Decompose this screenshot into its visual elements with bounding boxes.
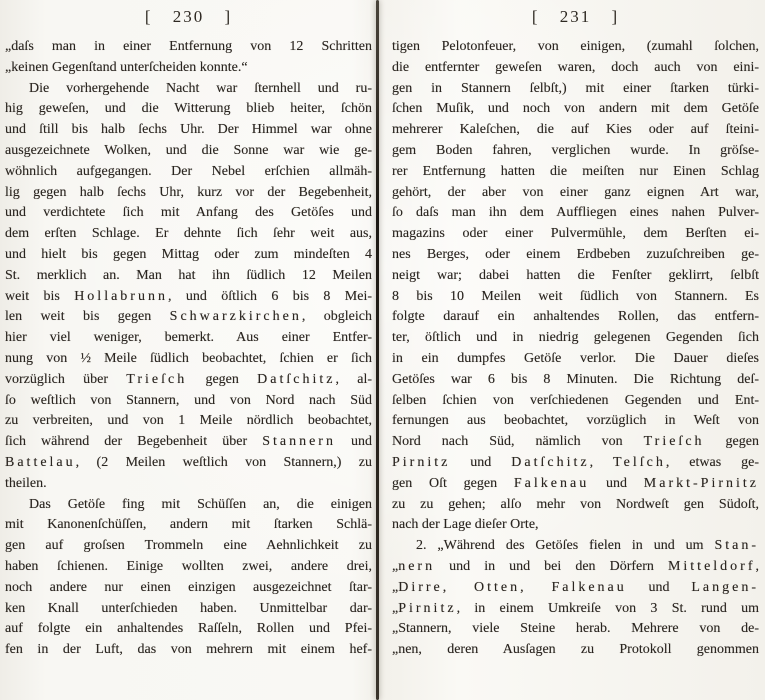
text-run: „keinen Gegenſtand unterſcheiden konnte.“	[5, 59, 248, 75]
text-run: auf folgte ein anhaltendes Raſſeln, Rollen und Pfei-	[5, 621, 372, 637]
place-name-letterspaced: Stan-	[714, 538, 759, 554]
text-line	[5, 183, 372, 204]
place-name-letterspaced: Dirre, Otten, Falkenau	[398, 579, 627, 595]
text-run: len weit bis gegen	[5, 309, 170, 325]
text-line	[5, 307, 372, 328]
text-run: weit bis	[5, 288, 75, 304]
text-run: und	[626, 579, 692, 595]
text-line	[5, 619, 372, 640]
text-run: gehört, der aber von einer ganz eignen Art war,	[392, 184, 759, 200]
place-name-letterspaced: nern	[398, 558, 436, 574]
text-line	[392, 619, 759, 640]
place-name-letterspaced: Stannern	[262, 434, 336, 450]
text-run: Nord nach Süd, nämlich von	[392, 434, 644, 450]
text-line	[392, 287, 759, 308]
text-run: fen in der Luft, das von mehrern mit einem hef-	[5, 642, 372, 658]
page-text	[392, 37, 759, 661]
text-run: vorzüglich über	[5, 371, 127, 387]
text-run: gen in Stannern ſelbſt,) mit einer ſtarken türki-	[392, 80, 759, 96]
text-line	[392, 141, 759, 162]
text-line	[392, 120, 759, 141]
place-name-letterspaced: Falkenau	[513, 475, 590, 491]
text-run: ſelben ſchien von verſchiedenen Gegenden und Ent-	[392, 392, 759, 408]
text-run: , in einem Umkreiſe von 3 St. rund um	[456, 600, 759, 616]
text-line	[5, 640, 372, 661]
text-line	[5, 599, 372, 620]
text-line	[392, 432, 759, 453]
text-line	[392, 640, 759, 661]
text-line	[392, 162, 759, 183]
text-run: rer Entfernung hatten die meiſten nur Einen Schlag	[392, 163, 759, 179]
text-line	[5, 245, 372, 266]
place-name-letterspaced: Datſchitz	[511, 454, 590, 470]
text-run: „	[392, 600, 399, 616]
text-run: neigt war; dabei hatten die Fenſter geklirrt, ſelbſt	[392, 267, 759, 283]
text-line	[5, 370, 372, 391]
text-run: , obgleich	[301, 309, 372, 325]
text-run: tigen Pelotonfeuer, von einigen, (zumahl ſolchen,	[392, 39, 759, 54]
text-line	[5, 120, 372, 141]
text-run: ,	[755, 558, 759, 574]
text-line	[5, 266, 372, 287]
text-run: magazins oder einer Pulvermühle, dem Berſten ei-	[392, 226, 759, 242]
text-run: lig gegen halb ſechs Uhr, kurz vor der Begebenheit,	[5, 184, 372, 200]
text-run: „daſs man in einer Entfernung von 12 Schritten	[5, 39, 372, 54]
text-run: gen Oſt gegen	[392, 475, 514, 491]
text-run: „	[392, 579, 399, 595]
page-gutter-line	[376, 0, 379, 700]
text-line	[5, 328, 372, 349]
text-line	[392, 224, 759, 245]
place-name-letterspaced: Datſchitz	[257, 371, 336, 387]
text-line	[392, 245, 759, 266]
text-run: und hielt bis gegen Mittag oder zum mindeſten 4	[5, 246, 372, 262]
text-line	[392, 307, 759, 328]
text-run: , (2 Meilen weſtlich von Stannern,) zu	[75, 454, 372, 470]
text-run: Das Getöſe fing mit Schüſſen an, die einigen	[29, 496, 372, 512]
text-line	[392, 183, 759, 204]
text-run: ſo daſs man ihn dem Auffliegen eines nahen Pulver-	[392, 205, 759, 221]
text-line	[5, 391, 372, 412]
text-line	[392, 266, 759, 287]
text-run: folgte darauf ein anhaltendes Rollen, das entfern-	[392, 309, 759, 325]
text-line	[5, 495, 372, 516]
text-line	[392, 349, 759, 370]
text-run: „	[392, 558, 399, 574]
text-line	[392, 370, 759, 391]
text-line	[392, 495, 759, 516]
text-line	[5, 141, 372, 162]
text-run: nach der Lage dieſer Orte,	[392, 517, 539, 533]
text-line	[5, 432, 372, 453]
text-run: fernungen aus beobachtet, vorzüglich in Weſt von	[392, 413, 759, 429]
text-run: mehrerer Kaleſchen, die auf Kies oder auf ſteini-	[392, 122, 759, 138]
place-name-letterspaced: Trieſch	[126, 371, 188, 387]
place-name-letterspaced: Battelau	[5, 454, 76, 470]
text-line	[5, 162, 372, 183]
text-line	[5, 349, 372, 370]
text-line	[5, 453, 372, 474]
text-run: dem erſten Schlage. Er dehnte ſich ſehr weit aus,	[5, 226, 372, 242]
text-run: , und öſtlich 6 bis 8 Mei-	[167, 288, 372, 304]
page-230	[5, 0, 372, 661]
text-run: ,	[589, 454, 614, 470]
text-line	[5, 411, 372, 432]
text-line	[5, 224, 372, 245]
text-run: 2. „Während des Getöſes fielen in und um	[416, 538, 715, 554]
text-run: ſich während der Begebenheit über	[5, 434, 263, 450]
text-line	[392, 515, 759, 536]
text-run: wöhnlich aufgegangen. Der Nebel erſchien allmäh-	[5, 163, 372, 179]
text-run: ſo weſtlich von Stannern, und von Nord nach Süd	[5, 392, 372, 408]
text-line	[5, 515, 372, 536]
text-line	[5, 203, 372, 224]
text-run: haben ſchienen. Einige wollten zwei, andere drei,	[5, 558, 372, 574]
place-name-letterspaced: Pirnitz	[398, 600, 457, 616]
place-name-letterspaced: Trieſch	[643, 434, 705, 450]
place-name-letterspaced: Markt-Pirnitz	[643, 475, 760, 491]
text-line	[392, 557, 759, 578]
text-run: und verdichtete ſich mit Anfang des Getöſes und	[5, 205, 372, 221]
text-run: gen auf groſsen Trommeln eine Aehnlichkeit zu	[5, 538, 372, 554]
place-name-letterspaced: Schwarzkirchen	[169, 309, 302, 325]
text-run: zu zu gehen; alſo mehr von Nordweſt gen Südoſt,	[392, 496, 759, 512]
text-line	[5, 536, 372, 557]
text-line	[392, 58, 759, 79]
text-line	[392, 411, 759, 432]
place-name-letterspaced: Pirnitz	[392, 454, 451, 470]
place-name-letterspaced: Langen-	[691, 579, 759, 595]
text-run: und in und bei den Dörfern	[435, 558, 668, 574]
text-run: und	[335, 434, 373, 450]
text-run: 8 bis 10 Meilen weit ſüdlich von Stannern. Es	[392, 288, 759, 304]
text-run: Die vorhergehende Nacht war ſternhell und ru-	[29, 80, 372, 96]
text-run: St. merklich an. Man hat ihn ſüdlich 12 Meilen	[5, 267, 372, 283]
text-run: „nen, deren Ausſagen zu Protokoll genommen	[392, 642, 759, 658]
text-line	[5, 557, 372, 578]
text-line	[392, 203, 759, 224]
text-run: nes Berges, oder einem Erdbeben zuzuſchreiben ge-	[392, 246, 759, 262]
text-run: noch andere nur einen einzigen ausgezeichnet ſtar-	[5, 579, 372, 595]
text-run: Getöſes war 6 bis 8 Minuten. Die Richtung deſ-	[392, 371, 759, 387]
text-run: ſchen Muſik, und noch von andern mit dem Getöſe	[392, 101, 759, 117]
text-line	[392, 79, 759, 100]
text-run: die entfernter geweſen waren, doch auch von eini-	[392, 59, 759, 75]
text-line	[392, 578, 759, 599]
text-run: gegen	[187, 371, 258, 387]
text-line	[392, 474, 759, 495]
text-line	[5, 99, 372, 120]
text-line	[392, 37, 759, 58]
text-run: theilen.	[5, 475, 47, 491]
place-name-letterspaced: Telſch	[613, 454, 666, 470]
page-number-header: [ 231 ]	[531, 7, 620, 26]
text-line	[392, 391, 759, 412]
text-run: und	[450, 454, 512, 470]
text-run: und	[589, 475, 644, 491]
text-line	[392, 536, 759, 557]
page-231	[392, 0, 759, 661]
text-run: , etwas ge-	[665, 454, 759, 470]
text-line	[392, 453, 759, 474]
text-run: mit Kanonenſchüſſen, andern mit ſtarken Schlä-	[5, 517, 372, 533]
text-run: gem Boden fahren, verglichen wurde. In gröſse-	[392, 142, 759, 158]
text-run: ken Knall unterſchieden haben. Unmittelbar dar-	[5, 600, 372, 616]
text-run: hig geweſen, und die Witterung blieb heiter, ſchön	[5, 101, 372, 117]
page-text	[5, 37, 372, 661]
text-run: in ein dumpfes Getöſe verlor. Die Dauer dieſes	[392, 350, 759, 366]
text-run: gegen	[704, 434, 759, 450]
text-run: und ſtill bis halb ſechs Uhr. Der Himmel war ohne	[5, 122, 372, 138]
text-line	[392, 99, 759, 120]
text-run: zu verbreiten, und von 1 Meile nördlich beobachtet,	[5, 413, 372, 429]
text-run: , al-	[335, 371, 372, 387]
text-run: nung von ½ Meile ſüdlich beobachtet, ſchien er ſich	[5, 350, 372, 366]
text-run: ausgezeichnete Wolken, und die Sonne war wie ge-	[5, 142, 372, 158]
text-line	[5, 37, 372, 58]
text-line	[392, 328, 759, 349]
text-run: „Stannern, viele Steine herab. Mehrere von de-	[392, 621, 759, 637]
text-line	[5, 474, 372, 495]
place-name-letterspaced: Mitteldorf	[667, 558, 756, 574]
text-line	[392, 599, 759, 620]
text-line	[5, 578, 372, 599]
text-line	[5, 79, 372, 100]
text-run: hier viel weniger, bemerkt. Aus einer Entfer-	[5, 330, 372, 346]
place-name-letterspaced: Hollabrunn	[74, 288, 168, 304]
text-line	[5, 287, 372, 308]
text-run: ter, öſtlich und in niedrig gelegenen Gegenden ſich	[392, 330, 759, 346]
page-number-header: [ 230 ]	[144, 7, 233, 26]
text-line	[5, 58, 372, 79]
